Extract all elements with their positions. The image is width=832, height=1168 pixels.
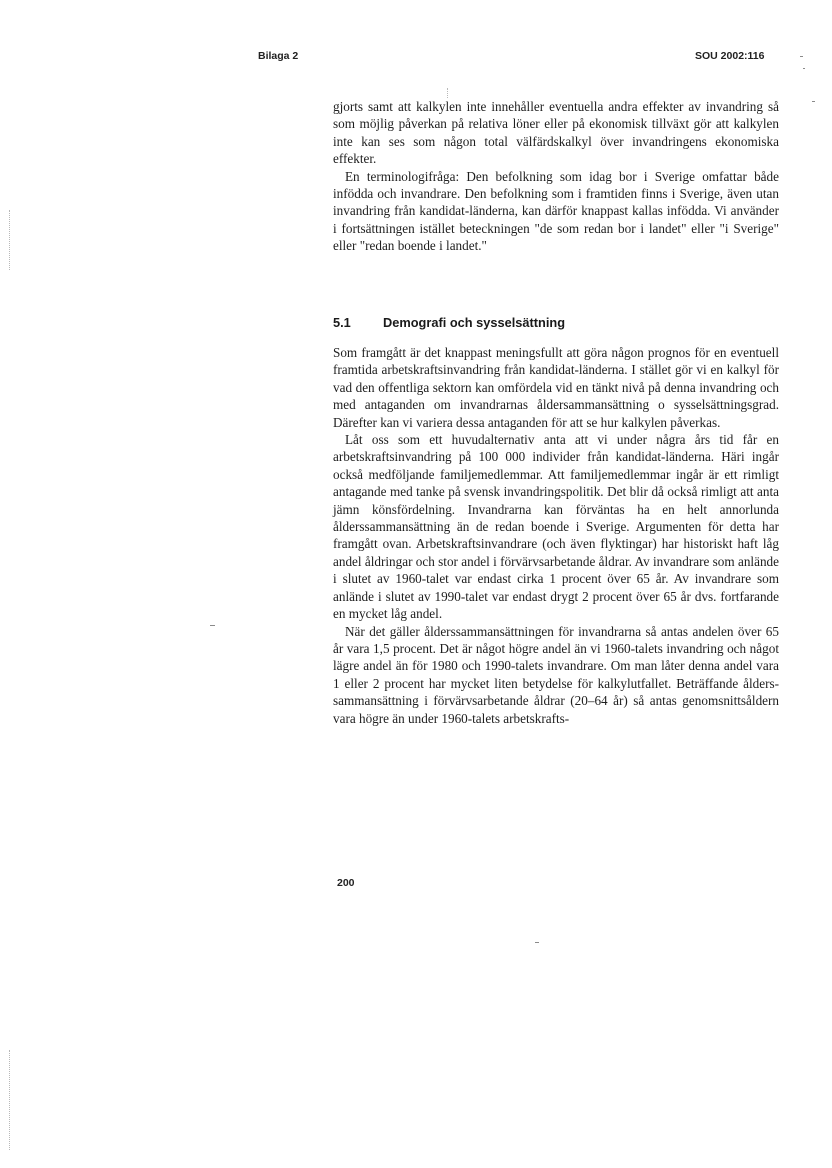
scan-speck [800,56,803,57]
page-number: 200 [337,877,355,889]
paragraph-continuation: gjorts samt att kalkylen inte innehåller eventuella andra effekter av invandring så som möjlig påverkan på relativa löner eller på ekonomisk tillväxt gör att kalkylen inte kan ses som någon total välfärdskalkyl över invandringens ekonomiska effekter. [333,99,779,167]
paragraph-terminology: En terminologifråga: Den befolkning som idag bor i Sverige omfattar både infödda och invandrare. Den befolkning som i framtiden finns i Sverige, även utan invandring från kandidat-länderna, kan därför knappast kallas infödda. Vi använder i fortsättningen istället beteckningen "de som redan bor i landet" eller "i Sverige" eller "redan boende i landet." [333,168,779,254]
scan-speck [803,68,805,69]
paragraph-intro: Som framgått är det knappast meningsfullt att göra någon prognos för en eventuell framtida arbetskraftsinvandring från kandidat-länderna. I stället gör vi en kalkyl för vad den offentliga sektorn kan omfördela vid en tänkt nivå på denna invandring och med antaganden om invandrarnas åldersammansättning o sysselsättningsgrad. Därefter kan vi variera dessa antaganden för att se hur kalkylen påverkas. [333,345,779,430]
scan-speck [535,942,539,943]
running-header-right: SOU 2002:116 [695,50,765,62]
scan-speck [210,625,215,626]
scan-edge-line [9,1050,10,1150]
body-text-top [333,98,779,255]
scan-speck [812,101,815,102]
running-header-left: Bilaga 2 [258,50,299,62]
body-text-section [333,344,779,727]
paragraph-age-composition: När det gäller ålderssammansättningen för invandrarna så antas andelen över 65 år vara 1,5 procent. Det är något högre andel än vi 1960-talets invandring och något lägre andel än för 1980 och 1990-talets invandrare. Om man låter denna andel vara 1 eller 2 procent har mycket liten betydelse för kalkylutfallet. Beträffande ålders-sammansättning i förvärvsarbetande åldrar (20–64 år) så antas genomsnittsåldern vara högre än under 1960-talets arbetskrafts- [333,623,779,726]
section-title: Demografi och sysselsättning [383,315,566,330]
section-number: 5.1 [333,315,351,330]
paragraph-main-alternative: Låt oss som ett huvudalternativ anta att vi under några års tid får en arbetskraftsinvandring på 100 000 individer från kandidat-länderna. Häri ingår också medföljande familjemedlemmar. Att familjemedlemmar ingår är ett rimligt antagande med tanke på svensk invandringspolitik. Det blir då också rimligt att anta jämn könsfördelning. Invandrarna kan förväntas ha en helt annorlunda ålderssammansättning än de redan boende i Sverige. Argumenten för detta har framgått ovan. Arbetskraftsinvandrare (och även flyktingar) har historiskt haft låg andel åldringar och stor andel i förvärvsarbetande åldrar. Av invandrare som anlände i slutet av 1960-talet var endast cirka 1 procent över 65 år. Av invandrare som anlände i slutet av 1990-talet var endast drygt 2 procent över 65 år dvs. fortfarande en mycket låg andel. [333,432,779,622]
section-heading [333,315,565,330]
scan-edge-line [447,88,448,98]
scan-edge-line [9,210,10,270]
